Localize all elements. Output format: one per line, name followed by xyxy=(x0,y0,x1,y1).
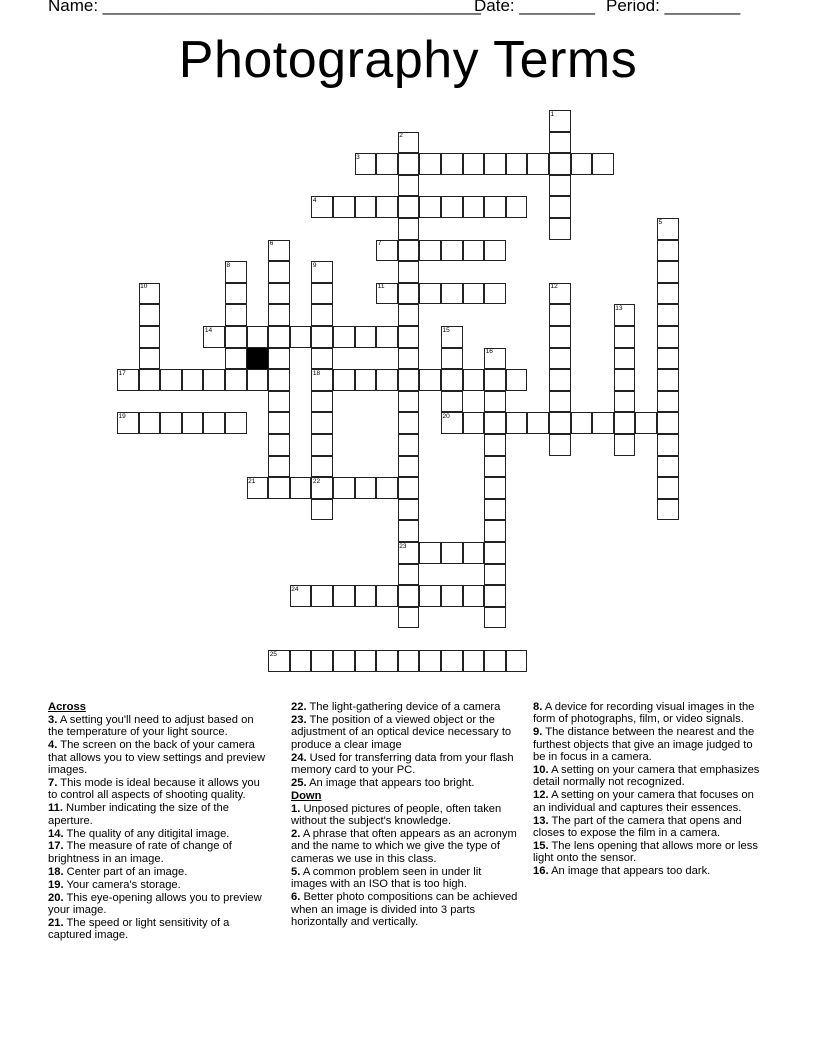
blocked-cell xyxy=(247,348,269,370)
grid-cell[interactable] xyxy=(419,283,441,305)
clue-number-label: 13 xyxy=(615,304,623,312)
grid-cell[interactable] xyxy=(398,456,420,478)
grid-cell[interactable] xyxy=(484,283,506,305)
grid-cell[interactable] xyxy=(571,153,593,175)
grid-cell[interactable] xyxy=(484,650,506,672)
grid-cell[interactable] xyxy=(463,650,485,672)
grid-cell[interactable] xyxy=(398,520,420,542)
grid-cell[interactable] xyxy=(225,412,247,434)
grid-cell[interactable] xyxy=(549,196,571,218)
grid-cell[interactable] xyxy=(376,585,398,607)
clue-number-label: 7 xyxy=(377,240,382,248)
grid-cell[interactable] xyxy=(203,412,225,434)
grid-cell[interactable] xyxy=(247,326,269,348)
clue-down-2: 2. A phrase that often appears as an acronym and the name to which we give the type of cameras we use in this class. xyxy=(291,828,517,865)
grid-cell[interactable] xyxy=(592,412,614,434)
grid-cell[interactable] xyxy=(398,283,420,305)
grid-cell[interactable] xyxy=(398,391,420,413)
clue-down-12: 12. A setting on your camera that focuses on an individual and captures their essences. xyxy=(533,789,754,814)
grid-cell[interactable] xyxy=(268,348,290,370)
grid-cell[interactable] xyxy=(635,412,657,434)
grid-cell[interactable] xyxy=(614,369,636,391)
grid-cell[interactable] xyxy=(311,456,333,478)
clue-across-24: 24. Used for transferring data from your flash memory card to your PC. xyxy=(291,751,514,777)
grid-cell[interactable] xyxy=(398,326,420,348)
grid-cell[interactable] xyxy=(139,304,161,326)
clue-down-6: 6. Better photo compositions can be achieved when an image is divided into 3 parts horizontally and vertically. xyxy=(291,891,518,928)
clue-number-label: 25 xyxy=(269,650,277,658)
grid-cell[interactable] xyxy=(398,434,420,456)
grid-cell[interactable] xyxy=(657,412,679,434)
grid-cell[interactable] xyxy=(160,369,182,391)
grid-cell[interactable] xyxy=(333,326,355,348)
grid-cell[interactable] xyxy=(225,369,247,391)
grid-cell[interactable] xyxy=(311,434,333,456)
grid-cell[interactable] xyxy=(290,650,312,672)
grid-cell[interactable] xyxy=(398,607,420,629)
grid-cell[interactable] xyxy=(311,499,333,521)
clue-number-label: 8 xyxy=(226,261,231,269)
grid-cell[interactable] xyxy=(268,326,290,348)
grid-cell[interactable] xyxy=(182,369,204,391)
grid-cell[interactable] xyxy=(484,369,506,391)
clue-across-7: 7. This mode is ideal because it allows you to control all aspects of shooting quality. xyxy=(48,776,260,802)
grid-cell[interactable] xyxy=(225,348,247,370)
grid-cell[interactable] xyxy=(398,650,420,672)
clue-number-label: 24 xyxy=(291,585,299,593)
grid-cell[interactable] xyxy=(592,153,614,175)
grid-cell[interactable] xyxy=(355,477,377,499)
name-field-label[interactable]: Name: ________________________________________ xyxy=(48,0,481,15)
grid-cell[interactable] xyxy=(484,456,506,478)
grid-cell[interactable] xyxy=(614,412,636,434)
grid-cell[interactable] xyxy=(484,477,506,499)
grid-cell[interactable] xyxy=(311,304,333,326)
grid-cell[interactable] xyxy=(657,348,679,370)
grid-cell[interactable] xyxy=(398,304,420,326)
clue-number-label: 10 xyxy=(140,283,148,291)
grid-cell[interactable] xyxy=(549,348,571,370)
clue-number-label: 19 xyxy=(118,412,126,420)
clue-column-1 xyxy=(48,701,266,942)
grid-cell[interactable] xyxy=(225,304,247,326)
grid-cell[interactable] xyxy=(290,477,312,499)
grid-cell[interactable] xyxy=(527,153,549,175)
grid-cell[interactable] xyxy=(657,456,679,478)
grid-cell[interactable] xyxy=(657,434,679,456)
grid-cell[interactable] xyxy=(355,369,377,391)
grid-cell[interactable] xyxy=(441,348,463,370)
grid-cell[interactable] xyxy=(398,240,420,262)
grid-cell[interactable] xyxy=(225,283,247,305)
grid-cell[interactable] xyxy=(463,240,485,262)
grid-cell[interactable] xyxy=(139,348,161,370)
grid-cell[interactable] xyxy=(441,650,463,672)
grid-cell[interactable] xyxy=(225,326,247,348)
clue-number-label: 11 xyxy=(377,283,385,291)
clue-across-4: 4. The screen on the back of your camera that allows you to view settings and preview images. xyxy=(48,739,266,777)
grid-cell[interactable] xyxy=(657,391,679,413)
clue-across-21: 21. The speed or light sensitivity of a captured image. xyxy=(48,916,230,942)
clue-across-11: 11. Number indicating the size of the aperture. xyxy=(48,802,229,827)
grid-cell[interactable] xyxy=(139,412,161,434)
grid-cell[interactable] xyxy=(419,196,441,218)
grid-cell[interactable] xyxy=(657,369,679,391)
grid-cell[interactable] xyxy=(484,520,506,542)
grid-cell[interactable] xyxy=(484,607,506,629)
clue-number-label: 1 xyxy=(550,110,555,118)
grid-cell[interactable] xyxy=(376,153,398,175)
grid-cell[interactable] xyxy=(463,585,485,607)
grid-cell[interactable] xyxy=(311,326,333,348)
grid-cell[interactable] xyxy=(268,304,290,326)
grid-cell[interactable] xyxy=(506,412,528,434)
clue-down-8: 8. A device for recording visual images in the form of photographs, film, or video signals. xyxy=(533,701,755,726)
grid-cell[interactable] xyxy=(290,326,312,348)
grid-cell[interactable] xyxy=(506,650,528,672)
grid-cell[interactable] xyxy=(657,499,679,521)
grid-cell[interactable] xyxy=(549,412,571,434)
clue-column-2 xyxy=(291,701,519,929)
grid-cell[interactable] xyxy=(549,326,571,348)
page-title: Photography Terms xyxy=(178,31,638,89)
grid-cell[interactable] xyxy=(419,650,441,672)
grid-cell[interactable] xyxy=(657,326,679,348)
grid-cell[interactable] xyxy=(139,369,161,391)
grid-cell[interactable] xyxy=(139,326,161,348)
grid-cell[interactable] xyxy=(398,412,420,434)
clue-down-1: 1. Unposed pictures of people, often taken without the subject's knowledge. xyxy=(291,802,502,828)
grid-cell[interactable] xyxy=(355,585,377,607)
clue-number-label: 20 xyxy=(442,412,450,420)
grid-cell[interactable] xyxy=(484,153,506,175)
grid-cell[interactable] xyxy=(398,369,420,391)
grid-cell[interactable] xyxy=(376,369,398,391)
grid-cell[interactable] xyxy=(376,196,398,218)
clue-across-14: 14. The quality of any ditigital image. xyxy=(48,827,230,840)
grid-cell[interactable] xyxy=(419,542,441,564)
grid-cell[interactable] xyxy=(484,412,506,434)
clue-number-label: 23 xyxy=(399,542,407,550)
grid-cell[interactable] xyxy=(203,369,225,391)
grid-cell[interactable] xyxy=(311,348,333,370)
clue-number-label: 21 xyxy=(248,477,256,485)
grid-cell[interactable] xyxy=(182,412,204,434)
grid-cell[interactable] xyxy=(333,585,355,607)
grid-cell[interactable] xyxy=(614,348,636,370)
clue-number-label: 17 xyxy=(118,369,126,377)
grid-cell[interactable] xyxy=(311,283,333,305)
grid-cell[interactable] xyxy=(549,434,571,456)
grid-cell[interactable] xyxy=(268,477,290,499)
grid-cell[interactable] xyxy=(463,153,485,175)
clue-number-label: 6 xyxy=(269,240,274,248)
grid-cell[interactable] xyxy=(484,542,506,564)
clue-column-3 xyxy=(533,701,765,878)
grid-cell[interactable] xyxy=(311,585,333,607)
grid-cell[interactable] xyxy=(311,650,333,672)
grid-cell[interactable] xyxy=(311,391,333,413)
grid-cell[interactable] xyxy=(268,391,290,413)
grid-cell[interactable] xyxy=(376,650,398,672)
clue-across-18: 18. Center part of an image. xyxy=(48,865,188,878)
clue-number-label: 22 xyxy=(312,477,321,485)
grid-cell[interactable] xyxy=(614,391,636,413)
grid-cell[interactable] xyxy=(355,326,377,348)
grid-cell[interactable] xyxy=(247,369,269,391)
clue-down-5: 5. A common problem seen in under lit images with an ISO that is too high. xyxy=(291,865,482,891)
grid-cell[interactable] xyxy=(398,175,420,197)
grid-cell[interactable] xyxy=(268,283,290,305)
grid-cell[interactable] xyxy=(268,456,290,478)
grid-cell[interactable] xyxy=(398,348,420,370)
grid-cell[interactable] xyxy=(268,261,290,283)
grid-cell[interactable] xyxy=(484,499,506,521)
clue-down-16: 16. An image that appears too dark. xyxy=(533,865,711,878)
clue-across-17: 17. The measure of rate of change of brightness in an image. xyxy=(48,840,232,865)
grid-cell[interactable] xyxy=(419,153,441,175)
grid-cell[interactable] xyxy=(484,196,506,218)
grid-cell[interactable] xyxy=(441,391,463,413)
grid-cell[interactable] xyxy=(549,132,571,154)
grid-cell[interactable] xyxy=(549,153,571,175)
grid-cell[interactable] xyxy=(441,196,463,218)
clue-across-20: 20. This eye-opening allows you to preview your image. xyxy=(48,891,262,916)
grid-cell[interactable] xyxy=(398,564,420,586)
grid-cell[interactable] xyxy=(355,650,377,672)
clue-down-15: 15. The lens opening that allows more or less light onto the sensor. xyxy=(533,839,758,865)
grid-cell[interactable] xyxy=(333,369,355,391)
grid-cell[interactable] xyxy=(268,434,290,456)
grid-cell[interactable] xyxy=(441,542,463,564)
grid-cell[interactable] xyxy=(419,369,441,391)
grid-cell[interactable] xyxy=(571,412,593,434)
clue-number-label: 5 xyxy=(658,218,663,226)
clue-down-10: 10. A setting on your camera that emphasizes detail normally not recognized. xyxy=(533,764,760,789)
clue-number-label: 15 xyxy=(442,326,450,334)
grid-cell[interactable] xyxy=(506,196,528,218)
grid-cell[interactable] xyxy=(657,240,679,262)
grid-cell[interactable] xyxy=(398,153,420,175)
grid-cell[interactable] xyxy=(463,542,485,564)
grid-cell[interactable] xyxy=(441,283,463,305)
grid-cell[interactable] xyxy=(268,412,290,434)
grid-cell[interactable] xyxy=(398,585,420,607)
clue-across-23: 23. The position of a viewed object or the adjustment of an optical device necessary to produce a clear image xyxy=(291,713,512,751)
clue-number-label: 3 xyxy=(356,153,360,161)
grid-cell[interactable] xyxy=(160,412,182,434)
clue-number-label: 18 xyxy=(312,369,321,377)
grid-cell[interactable] xyxy=(398,261,420,283)
clue-number-label: 4 xyxy=(312,196,317,204)
grid-cell[interactable] xyxy=(484,240,506,262)
grid-cell[interactable] xyxy=(311,412,333,434)
grid-cell[interactable] xyxy=(419,240,441,262)
grid-cell[interactable] xyxy=(484,564,506,586)
clue-across-19: 19. Your camera's storage. xyxy=(48,878,181,891)
period-field-label[interactable]: Period: ________ xyxy=(606,0,741,15)
grid-cell[interactable] xyxy=(549,304,571,326)
clue-number-label: 14 xyxy=(204,326,213,334)
date-field-label[interactable]: Date: ________ xyxy=(474,0,595,15)
clue-down-13: 13. The part of the camera that opens and closes to expose the film in a camera. xyxy=(533,814,742,840)
grid-cell[interactable] xyxy=(527,412,549,434)
grid-cell[interactable] xyxy=(484,585,506,607)
grid-cell[interactable] xyxy=(484,391,506,413)
grid-cell[interactable] xyxy=(333,196,355,218)
clue-number-label: 12 xyxy=(550,283,558,291)
across-heading: Across xyxy=(48,701,86,713)
clue-number-label: 16 xyxy=(485,348,493,356)
grid-cell[interactable] xyxy=(333,477,355,499)
grid-cell[interactable] xyxy=(657,477,679,499)
grid-cell[interactable] xyxy=(398,499,420,521)
grid-cell[interactable] xyxy=(657,261,679,283)
grid-cell[interactable] xyxy=(614,434,636,456)
clue-across-25: 25. An image that appears too bright. xyxy=(291,776,475,789)
grid-cell[interactable] xyxy=(463,283,485,305)
grid-cell[interactable] xyxy=(333,650,355,672)
clue-across-3: 3. A setting you'll need to adjust based on the temperature of your light source. xyxy=(48,713,254,739)
grid-cell[interactable] xyxy=(549,369,571,391)
clue-across-22: 22. The light-gathering device of a camera xyxy=(291,701,501,713)
clue-down-9: 9. The distance between the nearest and the furthest objects that give an image judged to be in focus in a camera. xyxy=(533,726,755,764)
grid-cell[interactable] xyxy=(441,585,463,607)
grid-cell[interactable] xyxy=(549,391,571,413)
grid-cell[interactable] xyxy=(268,369,290,391)
grid-cell[interactable] xyxy=(463,369,485,391)
grid-cell[interactable] xyxy=(506,369,528,391)
grid-cell[interactable] xyxy=(441,240,463,262)
grid-cell[interactable] xyxy=(398,218,420,240)
grid-cell[interactable] xyxy=(398,477,420,499)
grid-cell[interactable] xyxy=(441,153,463,175)
grid-cell[interactable] xyxy=(506,153,528,175)
grid-cell[interactable] xyxy=(441,369,463,391)
grid-cell[interactable] xyxy=(549,218,571,240)
grid-cell[interactable] xyxy=(657,283,679,305)
grid-cell[interactable] xyxy=(463,196,485,218)
grid-cell[interactable] xyxy=(376,477,398,499)
grid-cell[interactable] xyxy=(657,304,679,326)
grid-cell[interactable] xyxy=(463,412,485,434)
grid-cell[interactable] xyxy=(614,326,636,348)
grid-cell[interactable] xyxy=(355,196,377,218)
clue-number-label: 9 xyxy=(312,261,317,269)
grid-cell[interactable] xyxy=(484,434,506,456)
clue-number-label: 2 xyxy=(399,132,403,140)
down-heading: Down xyxy=(291,789,322,802)
grid-cell[interactable] xyxy=(398,196,420,218)
grid-cell[interactable] xyxy=(549,175,571,197)
grid-cell[interactable] xyxy=(419,585,441,607)
grid-cell[interactable] xyxy=(376,326,398,348)
